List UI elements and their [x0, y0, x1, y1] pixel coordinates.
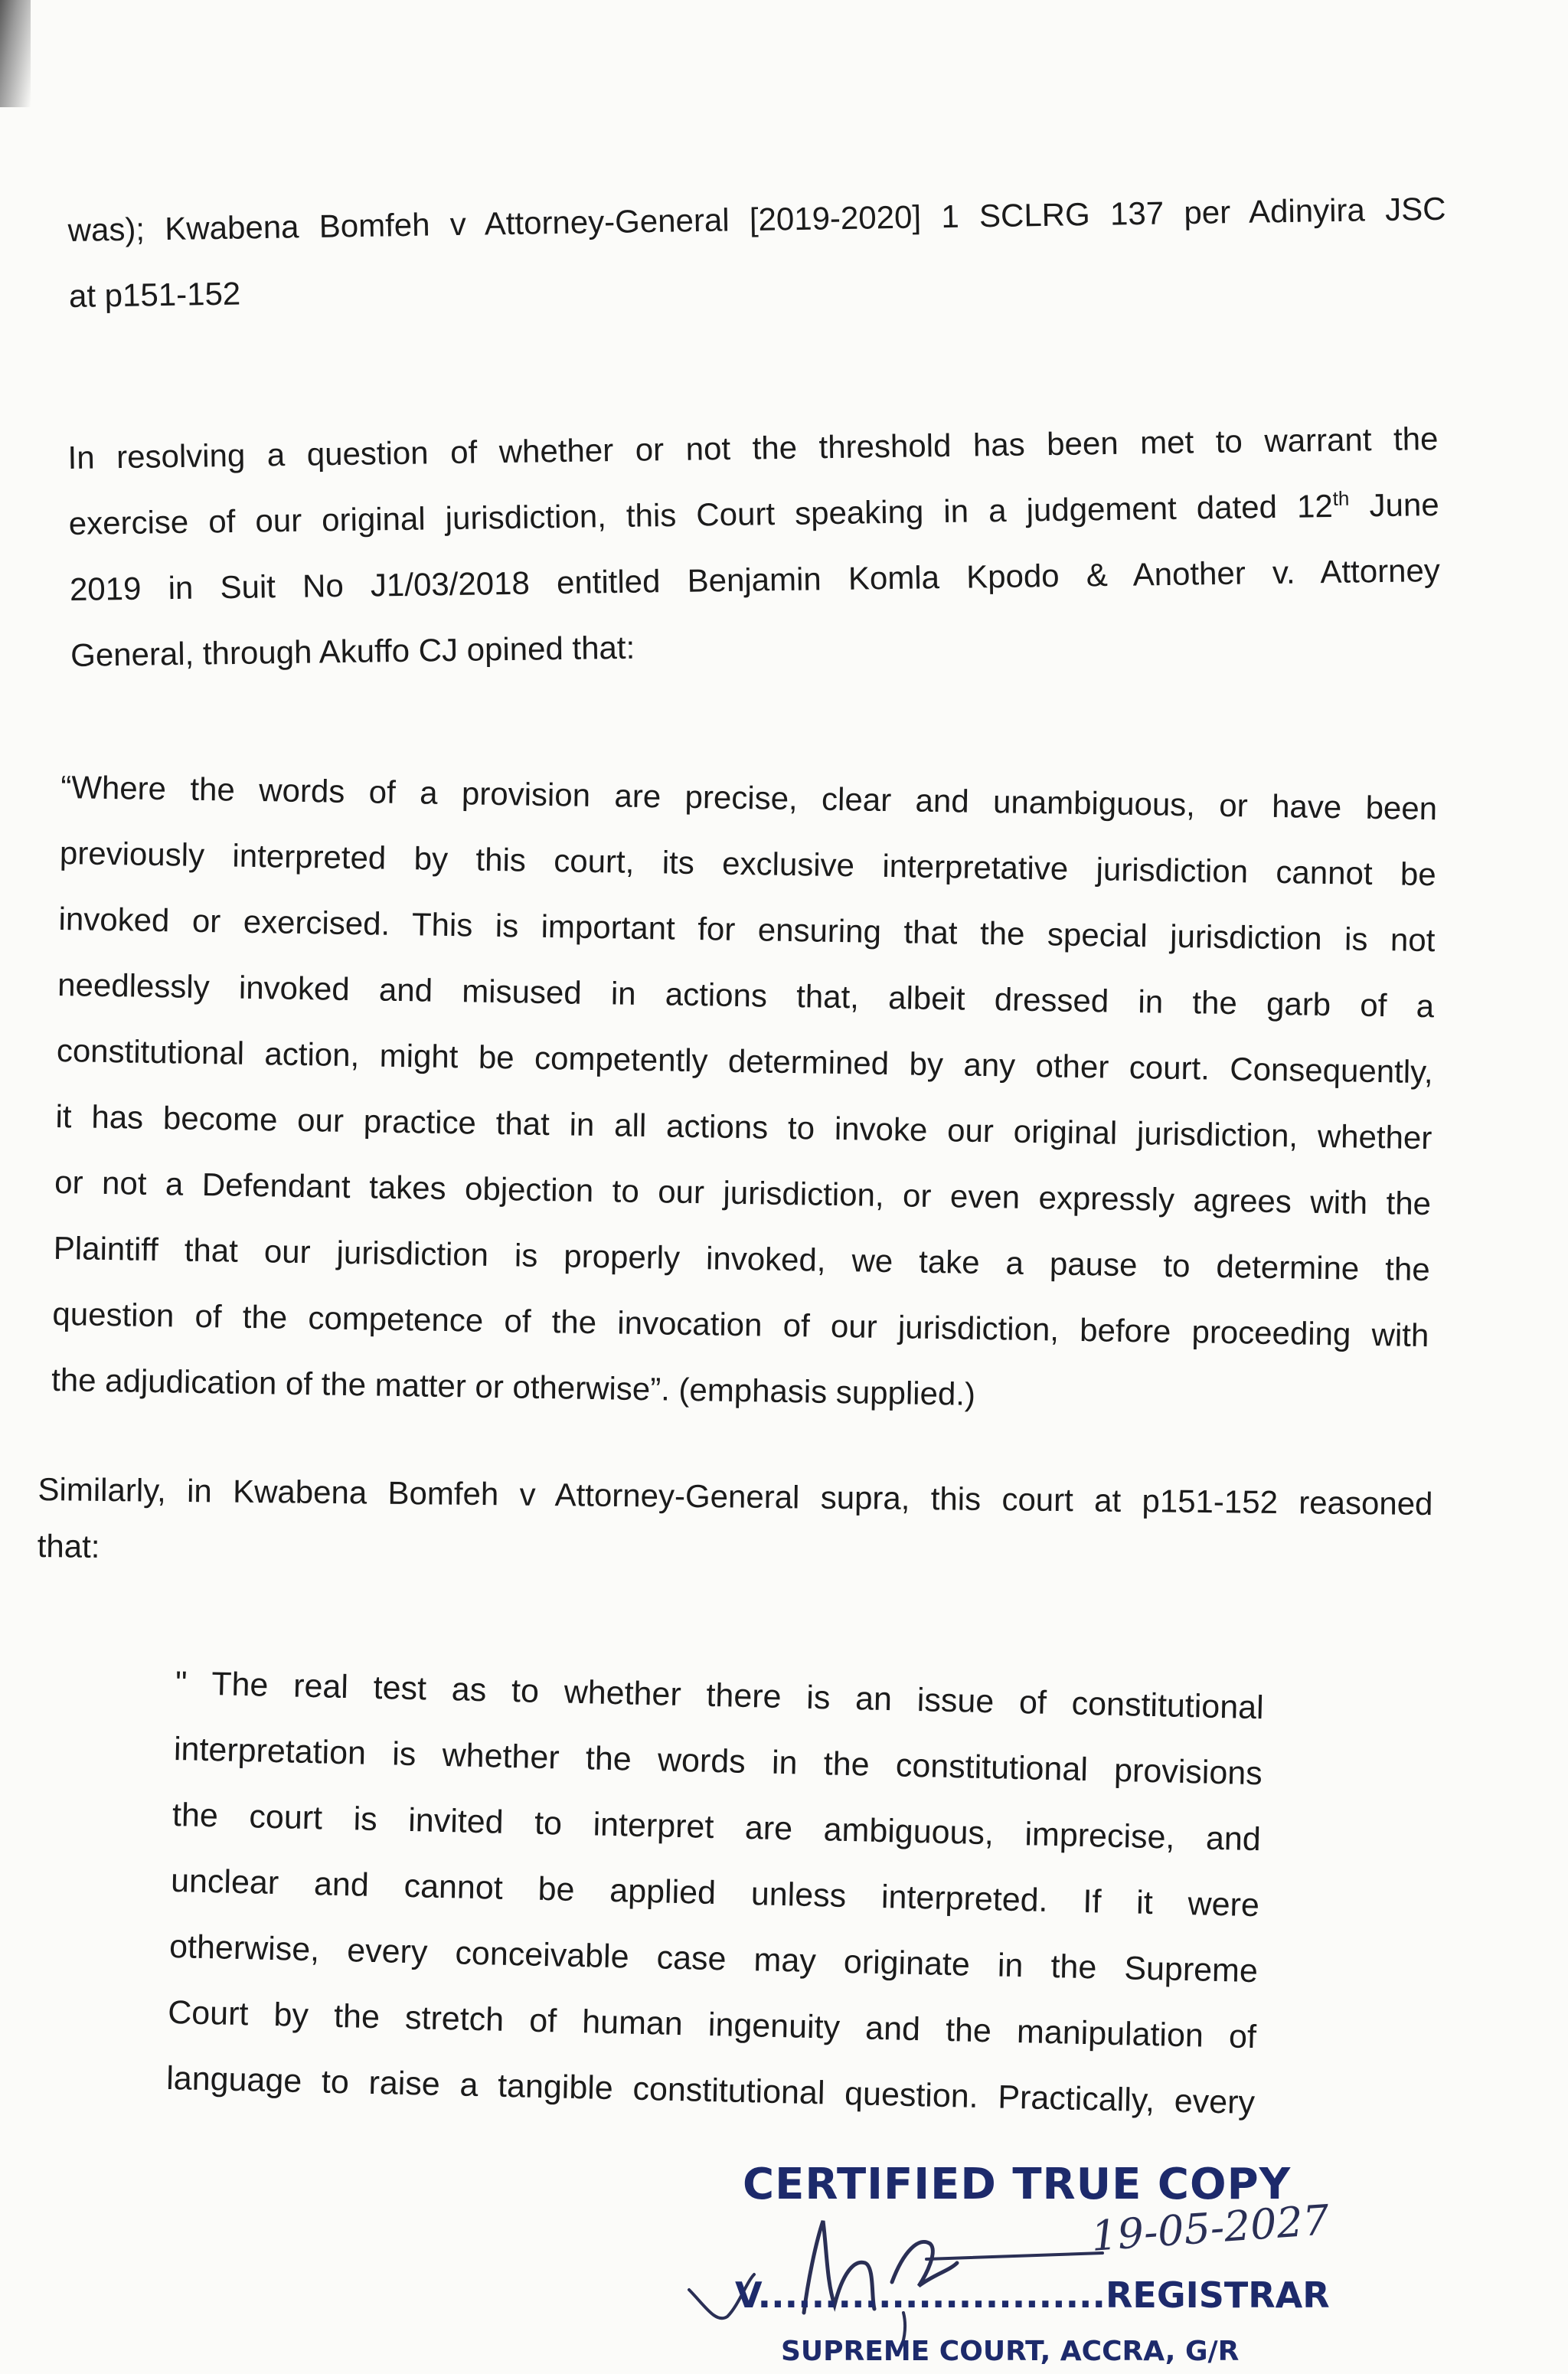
text-line: language to raise a tangible constitutional question. Practically, every	[165, 2059, 1256, 2122]
similarly-paragraph	[37, 1457, 1433, 1594]
text-line: 2019 in Suit No J1/03/2018 entitled Benjamin Komla Kpodo & Another v. Attorney	[69, 551, 1441, 607]
text-line: unclear and cannot be applied unless interpreted. If it were	[170, 1862, 1260, 1924]
registrar-signature	[674, 2190, 1133, 2343]
stamp-title: CERTIFIED TRUE COPY	[743, 2160, 1292, 2209]
text-line: or not a Defendant takes objection to our jurisdiction, or even expressly agrees with the	[54, 1163, 1432, 1222]
text-fragment: June	[1349, 486, 1439, 524]
text-fragment: exercise of our original jurisdiction, this Court speaking in a judgement dated 12	[68, 487, 1334, 541]
bomfeh-quotation	[165, 1650, 1264, 2136]
resolution-paragraph	[67, 406, 1442, 688]
page-edge-shadow	[0, 0, 31, 107]
text-line: Court by the stretch of human ingenuity and the manipulation of	[167, 1993, 1257, 2056]
text-line: it has become our practice that in all actions to invoke our original jurisdiction, whether	[55, 1097, 1432, 1156]
registrar-line: V..........................REGISTRAR	[735, 2274, 1330, 2316]
text-line: In resolving a question of whether or not the threshold has been met to warrant the	[67, 420, 1439, 476]
text-line: at p151-152	[68, 275, 241, 314]
text-line: Similarly, in Kwabena Bomfeh v Attorney-General supra, this court at p151-152 reasoned	[38, 1470, 1433, 1522]
text-line: the adjudication of the matter or otherwise”. (emphasis supplied.)	[51, 1361, 976, 1412]
text-line: “Where the words of a provision are precise, clear and unambiguous, or have been	[60, 768, 1438, 827]
certified-true-copy-stamp	[674, 2144, 1363, 2374]
citation-paragraph	[67, 176, 1447, 329]
text-line: was); Kwabena Bomfeh v Attorney-General [2019-2020] 1 SCLRG 137 per Adinyira JSC	[67, 190, 1446, 248]
text-line: Plaintiff that our jurisdiction is properly invoked, we take a pause to determine the	[53, 1229, 1431, 1288]
text-line: previously interpreted by this court, its exclusive interpretative jurisdiction cannot be	[59, 834, 1437, 893]
text-line: question of the competence of the invocation of our jurisdiction, before proceeding with	[52, 1295, 1429, 1354]
handwritten-date: 19-05-2027	[1089, 2196, 1331, 2261]
ordinal-suffix: th	[1332, 486, 1350, 510]
court-name: SUPREME COURT, ACCRA, G/R	[781, 2336, 1240, 2367]
text-line: General, through Akuffo CJ opined that:	[70, 629, 635, 673]
text-line: invoked or exercised. This is important for ensuring that the special jurisdiction is not	[58, 900, 1436, 959]
text-line: interpretation is whether the words in the constitutional provisions	[173, 1730, 1263, 1793]
text-line: the court is invited to interpret are ambiguous, imprecise, and	[172, 1796, 1262, 1859]
kpodo-quotation	[51, 754, 1437, 1434]
text-line: that:	[37, 1527, 100, 1565]
text-line: " The real test as to whether there is an issue of constitutional	[175, 1664, 1265, 1727]
text-line: constitutional action, might be competently determined by any other court. Consequently,	[56, 1032, 1434, 1091]
text-line: needlessly invoked and misused in actions that, albeit dressed in the garb of a	[57, 966, 1435, 1025]
text-line: otherwise, every conceivable case may originate in the Supreme	[168, 1928, 1259, 1990]
